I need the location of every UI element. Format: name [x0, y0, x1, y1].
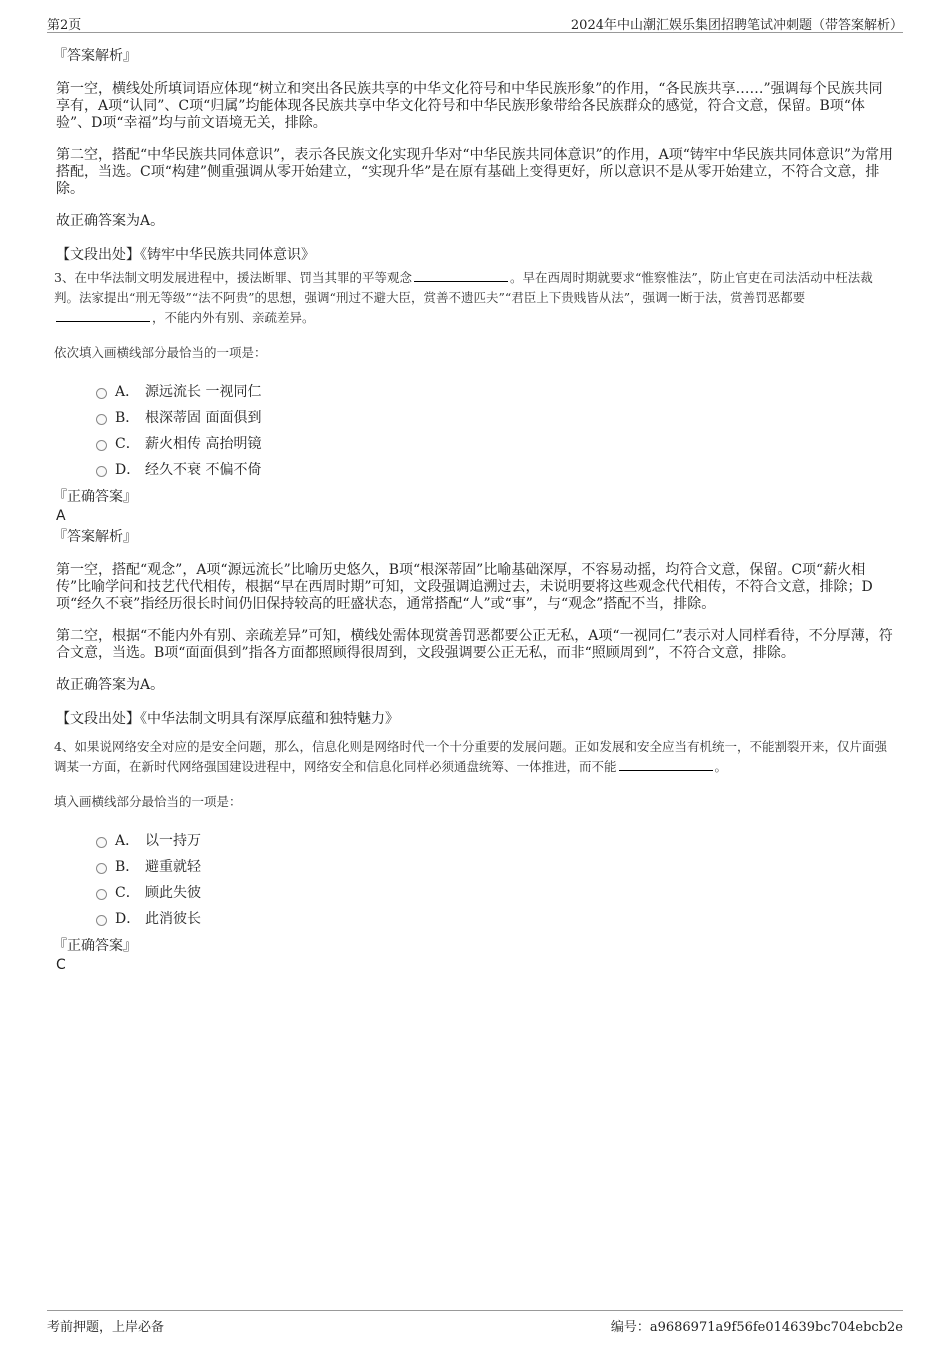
radio-icon[interactable] [96, 863, 107, 874]
document-body [53, 44, 896, 974]
radio-icon[interactable] [96, 414, 107, 425]
text-source: 【文段出处】《中华法制文明具有深厚底蕴和独特魅力》 [56, 711, 399, 727]
page-footer [47, 1310, 903, 1335]
fill-blank [56, 310, 150, 322]
answer-analysis-label: 『答案解析』 [53, 48, 137, 64]
footer-slogan: 考前押题，上岸必备 [47, 1320, 165, 1335]
radio-icon[interactable] [96, 889, 107, 900]
analysis-conclusion: 故正确答案为A。 [56, 213, 165, 229]
option-list [96, 828, 896, 932]
analysis-paragraph: 第一空，搭配“观念”，A项“源远流长”比喻历史悠久，B项“根深蒂固”比喻基础深厚，不容易动摇，均符合文意，保留。C项“薪火相传”比喻学问和技艺代代相传，根据“早在西周时期”可知，文段强调追溯过去，未说明要将这些观念代代相传，不符合文意，排除；D项“经久不衰”指经历很长时间仍旧保持较高的旺盛状态，通常搭配“人”或“事”，与“观念”搭配不当，排除。 [56, 562, 873, 612]
fill-blank [619, 759, 713, 771]
option-a[interactable]: A． 源远流长 一视同仁 [96, 379, 896, 405]
analysis-paragraph: 第二空，搭配“中华民族共同体意识”，表示各民族文化实现升华对“中华民族共同体意识”的作用，A项“铸牢中华民族共同体意识”为常用搭配，当选。C项“构建”侧重强调从零开始建立，“实现升华”是在原有基础上变得更好，所以意识不是从零开始建立，不符合文意，排除。 [56, 147, 894, 197]
question-3-stem: 3、在中华法制文明发展进程中，援法断罪、罚当其罪的平等观念 。早在西周时期就要求“惟察惟法”，防止官吏在司法活动中枉法裁判。法家提出“刑无等级”“法不阿贵”的思想，强调“刑过不避大臣，赏善不遗匹夫”“君臣上下贵贱皆从法”，强调一断于法，赏善罚恶都要，不能内外有别、亲疏差异。 [54, 270, 873, 325]
correct-answer: A [56, 508, 66, 524]
page-number: 第2页 [47, 18, 82, 33]
analysis-paragraph: 第二空，根据“不能内外有别、亲疏差异”可知，横线处需体现赏善罚恶都要公正无私，A项“一视同仁”表示对人同样看待，不分厚薄，符合文意，当选。B项“面面俱到”指各方面都照顾得很周到，文段强调要公正无私，而非“照顾周到”，不符合文意，排除。 [56, 628, 893, 661]
option-d[interactable]: D． 此消彼长 [96, 906, 896, 932]
option-c[interactable]: C． 薪火相传 高抬明镜 [96, 431, 896, 457]
option-list [96, 379, 896, 483]
option-a[interactable]: A． 以一持万 [96, 828, 896, 854]
radio-icon[interactable] [96, 440, 107, 451]
question-instruction: 依次填入画横线部分最恰当的一项是： [54, 345, 267, 360]
option-d[interactable]: D． 经久不衰 不偏不倚 [96, 457, 896, 483]
question-4-stem: 4、如果说网络安全对应的是安全问题，那么，信息化则是网络时代一个十分重要的发展问题。正如发展和安全应当有机统一，不能割裂开来，仅片面强调某一方面，在新时代网络强国建设进程中，网络安全和信息化同样必须通盘统筹、一体推进，而不能 。 [54, 739, 887, 774]
radio-icon[interactable] [96, 915, 107, 926]
analysis-paragraph: 第一空，横线处所填词语应体现“树立和突出各民族共享的中华文化符号和中华民族形象”的作用，“各民族共享……”强调每个民族共同享有，A项“认同”、C项“归属”均能体现各民族共享中华文化符号和中华民族形象带给各民族群众的感觉，符合文意，保留。B项“体验”、D项“幸福”均与前文语境无关，排除。 [56, 81, 883, 131]
fill-blank [414, 270, 508, 282]
correct-answer-label: 『正确答案』 [53, 489, 137, 505]
radio-icon[interactable] [96, 388, 107, 399]
option-b[interactable]: B． 根深蒂固 面面俱到 [96, 405, 896, 431]
question-instruction: 填入画横线部分最恰当的一项是： [54, 794, 242, 809]
radio-icon[interactable] [96, 837, 107, 848]
text-source: 【文段出处】《铸牢中华民族共同体意识》 [56, 247, 315, 263]
analysis-conclusion: 故正确答案为A。 [56, 677, 165, 693]
radio-icon[interactable] [96, 466, 107, 477]
answer-analysis-label: 『答案解析』 [53, 529, 137, 545]
option-b[interactable]: B． 避重就轻 [96, 854, 896, 880]
document-serial: 编号：a9686971a9f56fe014639bc704ebcb2e [610, 1320, 903, 1335]
correct-answer: C [56, 957, 66, 973]
option-c[interactable]: C． 顾此失彼 [96, 880, 896, 906]
correct-answer-label: 『正确答案』 [53, 938, 137, 954]
document-title: 2024年中山潮汇娱乐集团招聘笔试冲刺题（带答案解析） [570, 18, 903, 33]
page-header [47, 12, 903, 33]
